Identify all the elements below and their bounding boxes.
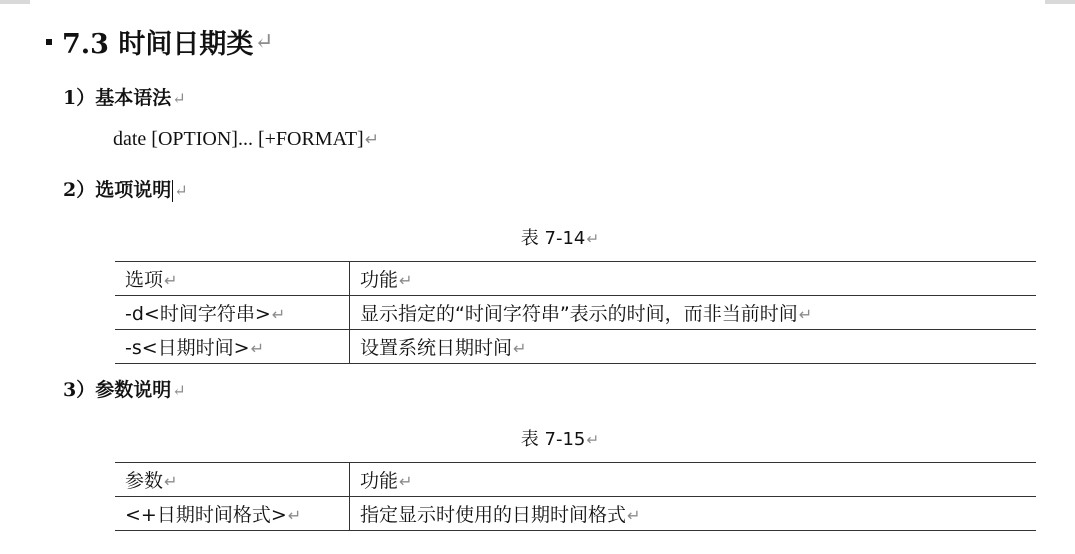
options-title: 2）选项说明 [63,179,172,201]
return-mark-icon: ↵ [172,381,186,400]
options-table [115,261,1036,364]
table-caption-params [0,425,1075,451]
caption-text: 表 7-14 [520,228,586,249]
section-title: 7.3 时间日期类 [62,29,254,60]
page-corner-right [1045,0,1075,4]
options-heading [63,175,188,202]
syntax-title: 1）基本语法 [63,87,172,109]
table-cell: 指定显示时使用的日期时间格式↵ [350,497,1037,531]
table-header-row [115,463,1036,497]
bullet-icon [46,39,52,45]
params-table [115,462,1036,531]
syntax-code [113,128,379,151]
table-cell: 功能↵ [350,463,1037,497]
table-row [115,497,1036,531]
params-heading [63,375,186,402]
table-row [115,330,1036,364]
table-row [115,296,1036,330]
table-cell: 功能↵ [350,262,1037,296]
table-cell: -s<日期时间>↵ [115,330,350,364]
return-mark-icon: ↵ [254,28,274,55]
return-mark-icon: ↵ [586,230,600,248]
return-mark-icon: ↵ [174,181,188,200]
return-mark-icon: ↵ [364,130,379,149]
table-header-row [115,262,1036,296]
caption-text: 表 7-15 [520,429,586,450]
table-cell: 参数↵ [115,463,350,497]
return-mark-icon: ↵ [172,89,186,108]
table-cell: -d<时间字符串>↵ [115,296,350,330]
table-cell: 设置系统日期时间↵ [350,330,1037,364]
syntax-heading [63,83,186,110]
syntax-code-text: date [OPTION]... [+FORMAT] [113,128,364,150]
table-cell: 显示指定的“时间字符串”表示的时间，而非当前时间↵ [350,296,1037,330]
return-mark-icon: ↵ [586,431,600,449]
section-heading [46,22,274,61]
table-caption-options [0,224,1075,250]
page-corner-left [0,0,30,4]
params-title: 3）参数说明 [63,379,172,401]
table-cell: 选项↵ [115,262,350,296]
table-cell: <+日期时间格式>↵ [115,497,350,531]
